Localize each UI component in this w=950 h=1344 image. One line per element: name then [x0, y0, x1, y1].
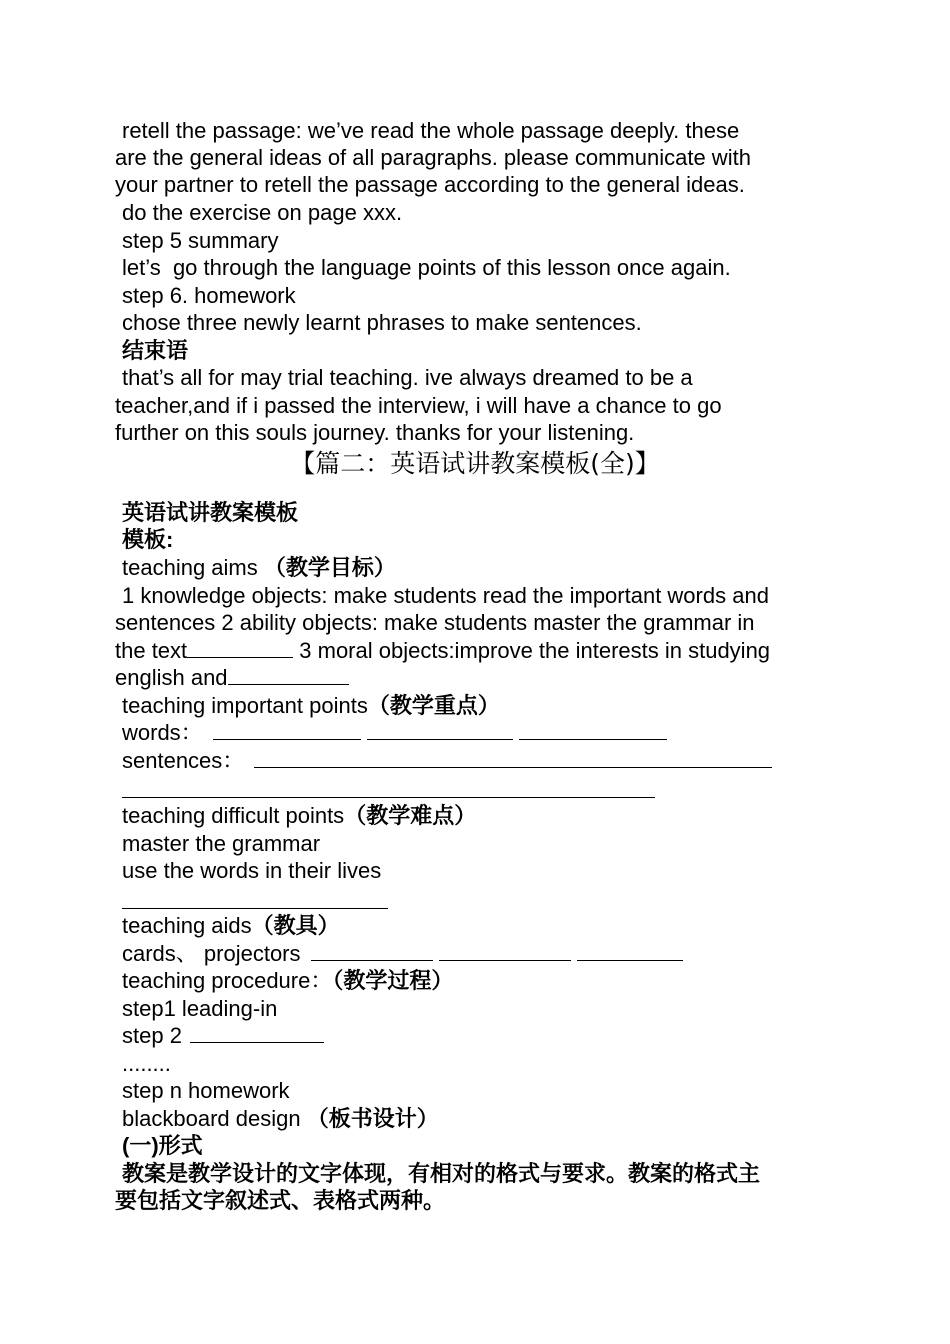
aims-label: teaching aims — [122, 555, 264, 580]
blank-line — [213, 721, 361, 740]
form-line-2: 要包括文字叙述式、表格式两种。 — [115, 1188, 446, 1213]
aims-heading — [122, 554, 396, 581]
retell-line-2: are the general ideas of all paragraphs. please communicate with — [115, 145, 751, 170]
aids-heading — [122, 912, 340, 939]
step5-line: step 5 summary — [122, 228, 279, 253]
closing-line-3: further on this souls journey. thanks for your listening. — [115, 420, 635, 445]
template-label: 模板: — [122, 527, 174, 552]
blank-line — [311, 942, 433, 961]
retell-line-1: retell the passage: we’ve read the whole passage deeply. these — [122, 118, 740, 143]
blackboard-cn: （板书设计） — [306, 1106, 439, 1131]
closing-title: 结束语 — [122, 338, 189, 363]
step2-text: step 2 — [122, 1023, 182, 1048]
blank-line — [187, 639, 293, 658]
section-heading: 【篇二：英语试讲教案模板(全)】 — [290, 449, 660, 478]
cards-line — [122, 940, 683, 967]
closing-line-1: that’s all for may trial teaching. ive always dreamed to be a — [122, 365, 693, 390]
difficult-heading — [122, 802, 476, 829]
blackboard-heading — [122, 1105, 439, 1132]
aids-cn: （教具） — [251, 913, 340, 938]
template-title: 英语试讲教案模板 — [122, 500, 299, 525]
use-words-line: use the words in their lives — [122, 858, 382, 883]
procedure-label: teaching procedure： — [122, 968, 333, 993]
sentences-line — [122, 747, 772, 774]
stepn-line: step n homework — [122, 1078, 290, 1103]
step2-line — [122, 1022, 324, 1049]
blackboard-label: blackboard design — [122, 1106, 307, 1131]
aims-line-3a: the text — [115, 638, 188, 663]
blank-rule — [122, 908, 388, 909]
difficult-cn: （教学难点） — [344, 803, 477, 828]
procedure-heading — [122, 967, 453, 994]
aims-line-3 — [115, 637, 770, 664]
form-title: (一)形式 — [122, 1133, 203, 1158]
aims-line-4 — [115, 664, 349, 691]
retell-line-3: your partner to retell the passage according to the general ideas. — [115, 172, 745, 197]
cards-text: cards、 projectors — [122, 941, 301, 966]
closing-line-2: teacher,and if i passed the interview, i will have a chance to go — [115, 393, 722, 418]
important-heading — [122, 692, 500, 719]
procedure-cn: （教学过程） — [332, 968, 454, 993]
blank-line — [519, 721, 667, 740]
sentences-label: sentences： — [122, 748, 245, 773]
aims-line-1: 1 knowledge objects: make students read the important words and — [122, 583, 769, 608]
dots-line: ........ — [122, 1051, 171, 1076]
exercise-line: do the exercise on page xxx. — [122, 200, 403, 225]
form-line-1: 教案是教学设计的文字体现，有相对的格式与要求。教案的格式主 — [122, 1161, 761, 1186]
aids-label: teaching aids — [122, 913, 252, 938]
blank-line — [367, 721, 513, 740]
words-line — [122, 719, 667, 746]
words-label: words： — [122, 720, 203, 745]
important-cn: （教学重点） — [367, 693, 500, 718]
blank-rule — [122, 797, 655, 798]
aims-cn: （教学目标） — [263, 555, 396, 580]
step1-line: step1 leading-in — [122, 996, 278, 1021]
aims-line-2: sentences 2 ability objects: make students master the grammar in — [115, 610, 755, 635]
blank-line — [439, 942, 571, 961]
master-line: master the grammar — [122, 831, 321, 856]
blank-line — [190, 1024, 324, 1043]
aims-line-3b: 3 moral objects:improve the interests in studying — [293, 638, 771, 663]
blank-line — [254, 749, 772, 768]
homework-line: chose three newly learnt phrases to make sentences. — [122, 310, 642, 335]
blank-line — [577, 942, 683, 961]
summary-line: let’s go through the language points of this lesson once again. — [122, 255, 731, 280]
important-label: teaching important points — [122, 693, 368, 718]
blank-line — [228, 666, 349, 685]
aims-line-4-text: english and — [115, 665, 228, 690]
difficult-label: teaching difficult points — [122, 803, 345, 828]
step6-line: step 6. homework — [122, 283, 296, 308]
